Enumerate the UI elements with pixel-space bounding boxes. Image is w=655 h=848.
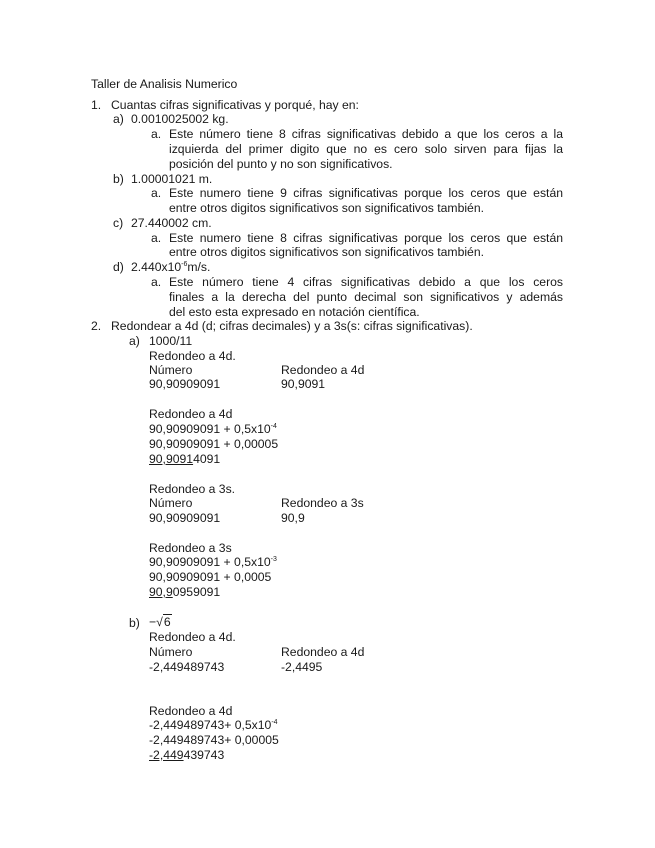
q2a-heading-3s: Redondeo a 3s. <box>149 482 236 496</box>
q2b-step-result: -2,449439743 <box>149 748 225 762</box>
q2b-value: −√6 <box>149 615 171 629</box>
q1a-answer-line-2: izquierda del primer digito que no es cero solo sirven para fijas la <box>169 142 563 156</box>
q2b-col-header-number: Número <box>149 645 193 659</box>
q1b-answer-line-1: Este numero tiene 9 cifras significativas porque los ceros que están <box>169 186 563 200</box>
q1b-value: 1.00001021 m. <box>131 172 213 186</box>
q1d-label: d) <box>113 260 124 274</box>
document-title: Taller de Analisis Numerico <box>91 77 238 91</box>
q2a-col-header-number-3s: Número <box>149 496 193 510</box>
q2a-step-4: 90,90909091 + 0,0005 <box>149 570 272 584</box>
q1c-value: 27.440002 cm. <box>131 216 212 230</box>
q2a-rounded-value: 90,9091 <box>281 377 326 391</box>
q2a-rounded-value-3s: 90,9 <box>281 511 305 525</box>
q2a-value: 1000/11 <box>149 334 193 348</box>
q1d-answer-line-3: del esto esta expresado en notación científica. <box>169 305 420 319</box>
q1a-answer-line-1: Este número tiene 8 cifras significativas debido a que los ceros a la <box>169 127 563 141</box>
q2a-step-result: 90,90914091 <box>149 452 221 466</box>
q1a-answer-line-3: posición del punto y no son significativos. <box>169 157 393 171</box>
q2b-rounded-value: -2,4495 <box>281 660 323 674</box>
q2a-step-1: $90,90909091 + 0,5x10^{-4}$ <box>149 422 277 436</box>
q1a-answer-label: a. <box>151 127 162 141</box>
q2a-heading-4d-steps: Redondeo a 4d <box>149 407 233 421</box>
q2a-heading-3s-steps: Redondeo a 3s <box>149 541 232 555</box>
q1d-answer-label: a. <box>151 275 162 289</box>
q2b-heading-4d: Redondeo a 4d. <box>149 630 236 644</box>
q1a-value: 0.0010025002 kg. <box>131 112 229 126</box>
q1d-value: $2.440x10^{-6}m/s$. <box>131 260 211 274</box>
q1a-label: a) <box>113 112 124 126</box>
q2a-col-header-round: Redondeo a 4d <box>281 363 365 377</box>
q2a-step-2: 90,90909091 + 0,00005 <box>149 437 279 451</box>
q2b-step-2: -2,449489743+ 0,00005 <box>149 733 279 747</box>
q1-text: Cuantas cifras significativas y porqué, hay en: <box>111 98 359 112</box>
q1b-label: b) <box>113 172 124 186</box>
q1c-label: c) <box>113 216 124 230</box>
q1d-answer-line-2: finales a la derecha del punto decimal son significativos y además <box>169 290 563 304</box>
q1b-answer-label: a. <box>151 186 162 200</box>
q2a-step-3: $90,90909091 + 0,5x10^{-3}$ <box>149 555 277 569</box>
q2b-col-header-round: Redondeo a 4d <box>281 645 365 659</box>
q2a-step-result-3s: 90,90959091 <box>149 585 221 599</box>
q2-text: Redondear a 4d (d; cifras decimales) y a 3s(s: cifras significativas). <box>111 319 473 333</box>
q1d-answer-line-1: Este número tiene 4 cifras significativas debido a que los ceros <box>169 275 563 289</box>
q2a-col-header-round-3s: Redondeo a 3s <box>281 496 364 510</box>
q2a-label: a) <box>129 334 140 348</box>
q2a-number-value-3s: 90,90909091 <box>149 511 221 525</box>
q2b-label: b) <box>129 616 140 630</box>
q1b-answer-line-2: entre otros digitos significativos son significativos también. <box>169 201 484 215</box>
q1c-answer-line-2: entre otros digitos significativos son significativos también. <box>169 245 484 259</box>
q1c-answer-line-1: Este numero tiene 8 cifras significativas porque los ceros que están <box>169 231 563 245</box>
q2b-step-1: $-2,449489743+ 0,5x10^{-4}$ <box>149 718 278 732</box>
q2b-number-value: -2,449489743 <box>149 660 225 674</box>
q1c-answer-label: a. <box>151 231 162 245</box>
q2a-col-header-number: Número <box>149 363 193 377</box>
q1-number: 1. <box>91 98 102 112</box>
q2-number: 2. <box>91 319 102 333</box>
q2a-number-value: 90,90909091 <box>149 377 221 391</box>
q2b-heading-4d-steps: Redondeo a 4d <box>149 704 233 718</box>
q2a-heading-4d: Redondeo a 4d. <box>149 349 236 363</box>
